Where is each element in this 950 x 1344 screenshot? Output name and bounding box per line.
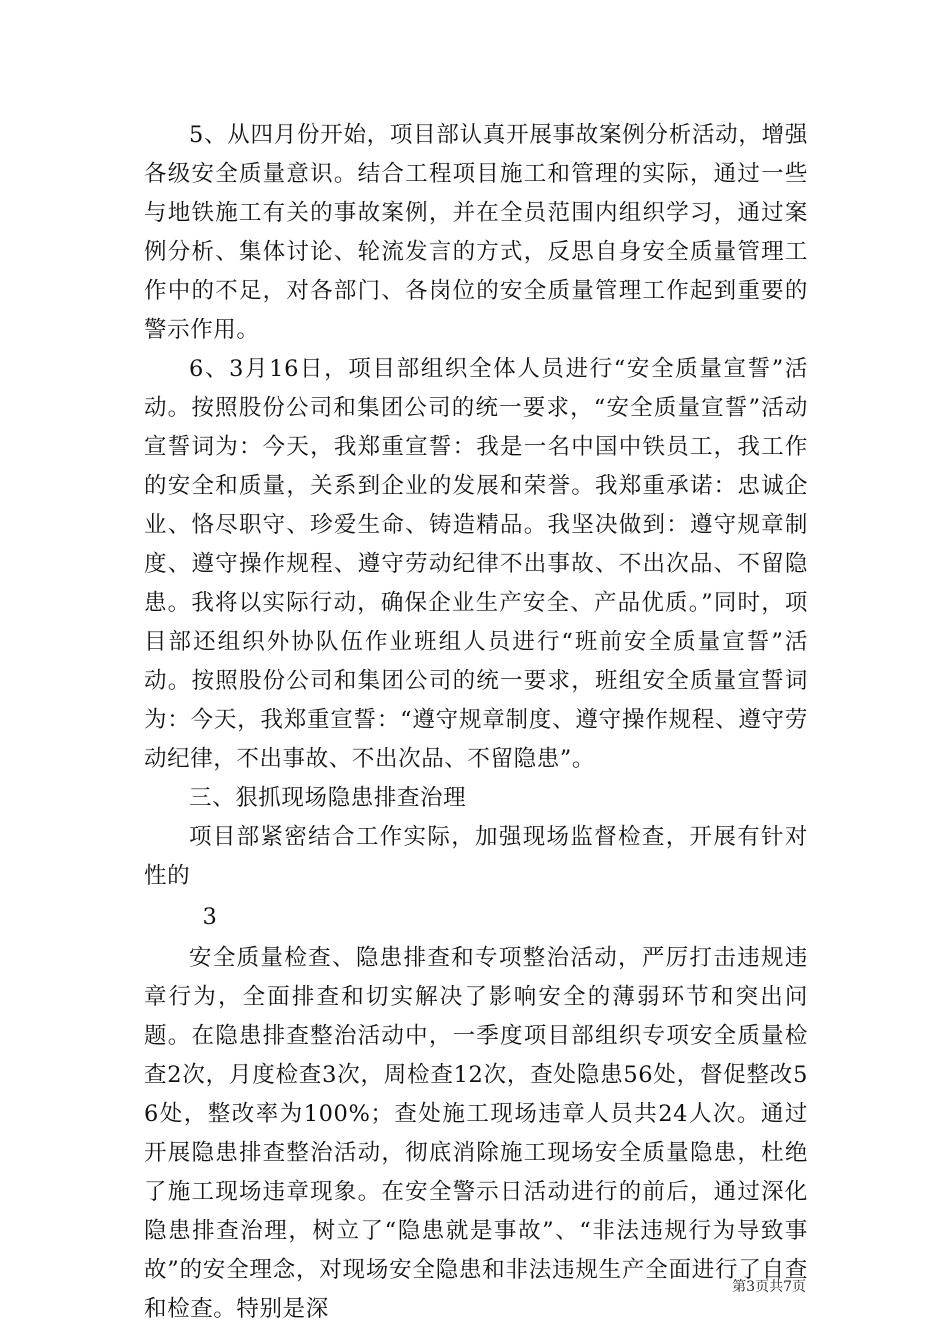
document-body (144, 116, 808, 1329)
inline-page-number: 3 (202, 904, 218, 930)
paragraph-inspection-intro: 项目部紧密结合工作实际，加强现场监督检查，开展有针对性的 (144, 824, 808, 889)
paragraph-inspection-results: 安全质量检查、隐患排查和专项整治活动，严厉打击违规违章行为，全面排查和切实解决了影响安全的薄弱环节和突出问题。在隐患排查整治活动中，一季度项目部组织专项安全质量检查2次，月度检查3次，周检查12次，查处隐患56处，督促整改56处，整改率为100%；查处施工现场违章人员共24人次。通过开展隐患排查整治活动，彻底消除施工现场安全质量隐患，杜绝了施工现场违章现象。在安全警示日活动进行的前后，通过深化隐患排查治理，树立了“隐患就是事故”、“非法违规行为导致事故”的安全理念，对现场安全隐患和非法违规生产全面进行了自查和检查。特别是深 (144, 945, 808, 1322)
section-heading-hazard-inspection: 三、狠抓现场隐患排查治理 (189, 785, 467, 811)
page-footer: 第3页共7页 (732, 1279, 806, 1295)
paragraph-case-analysis: 5、从四月份开始，项目部认真开展事故案例分析活动，增强各级安全质量意识。结合工程项目施工和管理的实际，通过一些与地铁施工有关的事故案例，并在全员范围内组织学习，通过案例分析、集体讨论、轮流发言的方式，反思自身安全质量管理工作中的不足，对各部门、各岗位的安全质量管理工作起到重要的警示作用。 (144, 122, 808, 343)
paragraph-safety-pledge: 6、3月16日，项目部组织全体人员进行“安全质量宣誓”活动。按照股份公司和集团公司的统一要求，“安全质量宣誓”活动宣誓词为：今天，我郑重宣誓：我是一名中国中铁员工，我工作的安全和质量，关系到企业的发展和荣誉。我郑重承诺：忠诚企业、恪尽职守、珍爱生命、铸造精品。我坚决做到：遵守规章制度、遵守操作规程、遵守劳动纪律不出事故、不出次品、不留隐患。我将以实际行动，确保企业生产安全、产品优质。”同时，项目部还组织外协队伍作业班组人员进行“班前安全质量宣誓”活动。按照股份公司和集团公司的统一要求，班组安全质量宣誓词为：今天，我郑重宣誓：“遵守规章制度、遵守操作规程、遵守劳动纪律，不出事故、不出次品、不留隐患”。 (144, 356, 808, 772)
